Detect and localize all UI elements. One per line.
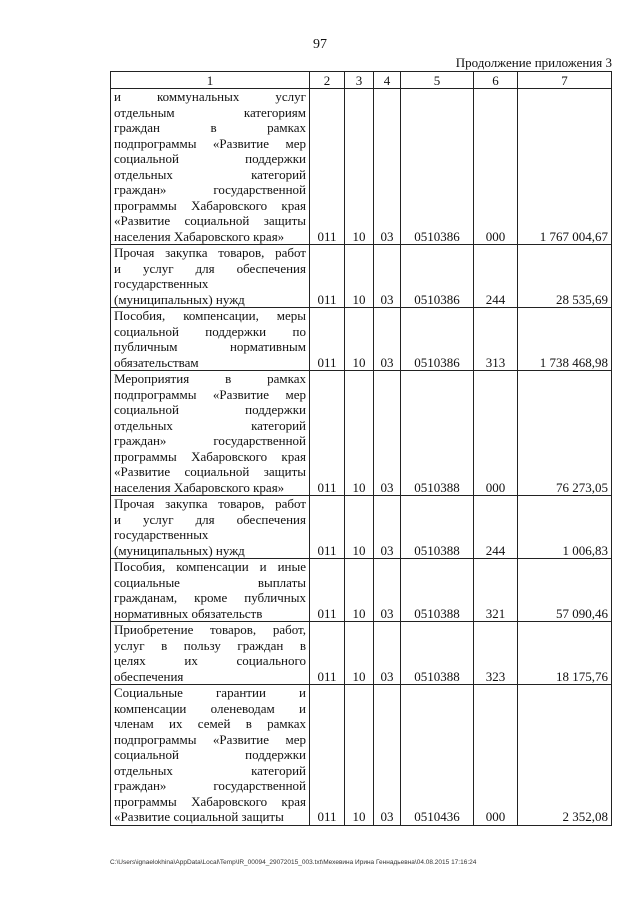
row-name-line: компенсации оленеводам и xyxy=(114,700,306,716)
amount-cell: 57 090,46 xyxy=(518,559,612,622)
budget-table xyxy=(110,71,612,826)
row-name-line: услуг в пользу граждан в xyxy=(114,637,306,653)
code-cell-col3: 10 xyxy=(345,685,374,826)
table-row xyxy=(111,622,612,685)
code-cell-col6: 323 xyxy=(474,622,518,685)
table-body xyxy=(111,89,612,826)
code-cell-col4: 03 xyxy=(374,559,401,622)
code-cell-col5: 0510386 xyxy=(401,245,474,308)
row-name-line: отдельных категорий xyxy=(114,166,306,182)
code-cell-col3: 10 xyxy=(345,89,374,245)
row-name-line: подпрограммы «Развитие мер xyxy=(114,135,306,151)
code-cell-col2: 011 xyxy=(310,622,345,685)
row-name-line: программы Хабаровского края xyxy=(114,197,306,213)
row-name-line: Пособия, компенсации и иные xyxy=(114,559,306,574)
row-name-line: обеспечения xyxy=(114,668,184,684)
code-cell-col6: 313 xyxy=(474,308,518,371)
amount-cell: 2 352,08 xyxy=(518,685,612,826)
row-name-line: Прочая закупка товаров, работ xyxy=(114,496,306,511)
code-cell-col4: 03 xyxy=(374,622,401,685)
amount-cell: 76 273,05 xyxy=(518,371,612,496)
row-name-line: и коммунальных услуг xyxy=(114,89,306,104)
row-name-cell xyxy=(111,496,310,559)
code-cell-col2: 011 xyxy=(310,559,345,622)
code-cell-col6: 321 xyxy=(474,559,518,622)
row-name-line: подпрограммы «Развитие мер xyxy=(114,386,306,402)
code-cell-col4: 03 xyxy=(374,685,401,826)
code-cell-col5: 0510436 xyxy=(401,685,474,826)
amount-cell: 18 175,76 xyxy=(518,622,612,685)
code-cell-col2: 011 xyxy=(310,89,345,245)
row-name-cell xyxy=(111,308,310,371)
row-name-cell xyxy=(111,245,310,308)
code-cell-col4: 03 xyxy=(374,371,401,496)
table-row xyxy=(111,371,612,496)
row-name-line: социальной поддержки xyxy=(114,747,306,762)
code-cell-col4: 03 xyxy=(374,245,401,308)
code-cell-col5: 0510388 xyxy=(401,559,474,622)
code-cell-col5: 0510388 xyxy=(401,496,474,559)
row-name-line: граждан в рамках xyxy=(114,120,306,135)
row-name-line: социальной поддержки xyxy=(114,402,306,417)
code-cell-col3: 10 xyxy=(345,245,374,308)
amount-cell: 1 738 468,98 xyxy=(518,308,612,371)
header-cell: 6 xyxy=(474,72,518,89)
code-cell-col2: 011 xyxy=(310,245,345,308)
code-cell-col2: 011 xyxy=(310,496,345,559)
table-row xyxy=(111,496,612,559)
header-cell: 5 xyxy=(401,72,474,89)
table-row xyxy=(111,308,612,371)
row-name-line: «Развитие социальной защиты xyxy=(114,464,306,479)
code-cell-col3: 10 xyxy=(345,622,374,685)
code-cell-col6: 000 xyxy=(474,89,518,245)
row-name-cell xyxy=(111,559,310,622)
code-cell-col3: 10 xyxy=(345,559,374,622)
row-name-line: граждан» государственной xyxy=(114,433,306,448)
code-cell-col5: 0510386 xyxy=(401,308,474,371)
row-name-line: отдельных категорий xyxy=(114,417,306,433)
row-name-line: населения Хабаровского края» xyxy=(114,479,285,495)
code-cell-col4: 03 xyxy=(374,308,401,371)
row-name-line: граждан» государственной xyxy=(114,778,306,793)
row-name-line: (муниципальных) нужд xyxy=(114,291,245,307)
code-cell-col3: 10 xyxy=(345,371,374,496)
row-name-line: социальные выплаты xyxy=(114,574,306,590)
row-name-line: и услуг для обеспечения xyxy=(114,260,306,276)
row-name-cell xyxy=(111,685,310,826)
header-cell: 1 xyxy=(111,72,310,89)
amount-cell: 1 767 004,67 xyxy=(518,89,612,245)
page-number: 97 xyxy=(313,37,327,52)
code-cell-col5: 0510386 xyxy=(401,89,474,245)
row-name-line: населения Хабаровского края» xyxy=(114,228,285,244)
row-name-line: Прочая закупка товаров, работ xyxy=(114,245,306,260)
row-name-line: граждан» государственной xyxy=(114,182,306,197)
row-name-line: целях их социального xyxy=(114,653,306,668)
amount-cell: 1 006,83 xyxy=(518,496,612,559)
row-name-line: подпрограммы «Развитие мер xyxy=(114,731,306,747)
row-name-line: (муниципальных) нужд xyxy=(114,542,245,558)
row-name-cell xyxy=(111,371,310,496)
continuation-label: Продолжение приложения 3 xyxy=(455,55,612,70)
table-row xyxy=(111,245,612,308)
row-name-line: программы Хабаровского края xyxy=(114,793,306,809)
header-cell: 4 xyxy=(374,72,401,89)
row-name-line: государственных xyxy=(114,276,209,291)
code-cell-col3: 10 xyxy=(345,496,374,559)
code-cell-col2: 011 xyxy=(310,371,345,496)
header-cell: 3 xyxy=(345,72,374,89)
footer-file-path: C:\Users\ignaelokhina\AppData\Local\Temp\IR_00094_29072015_003.txt\Мехевина Ирина Геннадьевна\04.08.2015 17:16:24 xyxy=(110,859,477,866)
row-name-line: гражданам, кроме публичных xyxy=(114,590,306,605)
code-cell-col4: 03 xyxy=(374,496,401,559)
header-cell: 2 xyxy=(310,72,345,89)
row-name-line: членам их семей в рамках xyxy=(114,716,306,731)
code-cell-col3: 10 xyxy=(345,308,374,371)
row-name-line: Социальные гарантии и xyxy=(114,685,306,700)
table-row xyxy=(111,685,612,826)
row-name-line: программы Хабаровского края xyxy=(114,448,306,464)
row-name-line: нормативных обязательств xyxy=(114,605,263,621)
row-name-line: отдельных категорий xyxy=(114,762,306,778)
header-cell: 7 xyxy=(518,72,612,89)
row-name-line: и услуг для обеспечения xyxy=(114,511,306,527)
table-row xyxy=(111,89,612,245)
row-name-cell xyxy=(111,622,310,685)
amount-cell: 28 535,69 xyxy=(518,245,612,308)
row-name-line: «Развитие социальной защиты xyxy=(114,809,284,824)
code-cell-col5: 0510388 xyxy=(401,371,474,496)
row-name-cell xyxy=(111,89,310,245)
table-header-row xyxy=(111,72,612,89)
table-row xyxy=(111,559,612,622)
code-cell-col6: 000 xyxy=(474,371,518,496)
row-name-line: публичным нормативным xyxy=(114,339,306,354)
code-cell-col5: 0510388 xyxy=(401,622,474,685)
code-cell-col6: 244 xyxy=(474,245,518,308)
row-name-line: социальной поддержки по xyxy=(114,323,306,339)
row-name-line: обязательствам xyxy=(114,354,199,370)
row-name-line: Приобретение товаров, работ, xyxy=(114,622,306,637)
code-cell-col6: 244 xyxy=(474,496,518,559)
row-name-line: государственных xyxy=(114,527,209,542)
row-name-line: «Развитие социальной защиты xyxy=(114,213,306,228)
code-cell-col6: 000 xyxy=(474,685,518,826)
row-name-line: Пособия, компенсации, меры xyxy=(114,308,306,323)
code-cell-col2: 011 xyxy=(310,308,345,371)
row-name-line: социальной поддержки xyxy=(114,151,306,166)
row-name-line: Мероприятия в рамках xyxy=(114,371,306,386)
code-cell-col2: 011 xyxy=(310,685,345,826)
code-cell-col4: 03 xyxy=(374,89,401,245)
row-name-line: отдельным категориям xyxy=(114,104,306,120)
